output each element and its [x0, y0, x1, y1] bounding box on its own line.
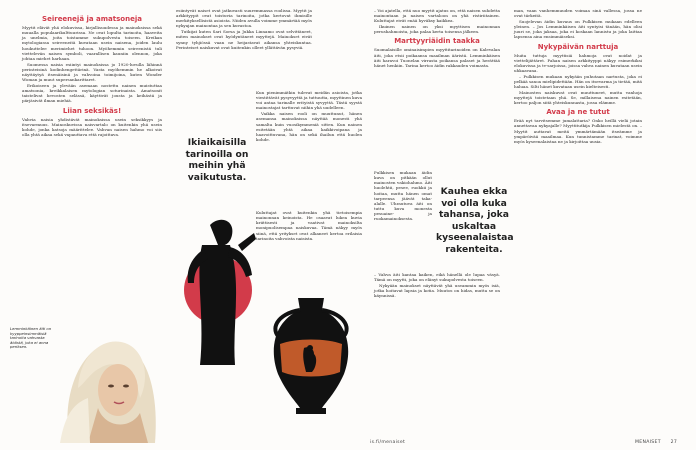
footer-right: [635, 440, 677, 445]
paragraph: Erää nyt tarvitsemme jumalattaria? Onko heillä vielä jotain annettavaa nykyajalle? Myyttitutkija Pulkkisen mielestä on. – Myytit auttavat meitä ymmärtämään itseämme ja ympäröivää maailmaa. Kun tunnistamme tarinat, voimme myös kyseenalaistaa ne ja kirjoittaa uusia.: [514, 118, 642, 144]
page-number: 27: [670, 440, 678, 445]
paragraph: Myytit elävät yhä elokuvissa, kirjallisuudessa ja mainoksissa sekä muualla populaarikulttuurissa. Ne ovat lopulta tarinoita, haaveita ja unelmia, joita toistamme sukupolvesta toiseen. Kreikan mytologiassa seireeneitä kuvataan usein naisena, joiden laulu houkuttelee merimiehet tuhoon. Myöhemmin seireenistä tuli viettelevän naisen symboli, vaarallisen kauniin olennon, joka johtaa miehet harhaan.: [22, 25, 162, 61]
paragraph: Suomessa naisia esiintyi mainoksissa jo 1920-luvulla lähinnä perinteisinä kodinhengettärinä. Vasta myöhemmin he alkoivat näyttäytyä itsenäisinä ja vahvoina toimijoina, kuten Wonder Woman ja muut supersankarittaret.: [22, 61, 162, 83]
paragraph: Suomalaisille ominaisimpien myyttitarinoiden on Kalevalan äiti, joka etsii poikaansa maailman ääristä. Lemminkäisen äiti haravoi Tuonelan virrasta poikansa palaset ja herättää hänet henkiin. Tarina kertoo äidin rakkauden voimasta.: [374, 47, 500, 68]
paragraph: Kuluttajat ovat kuitenkin yhä tietoisempia mainonnan keinoista. He osaavat lukea kuvia kriittisesti ja vaativat mainoksilta monipuolisempaa naiskuvaa. Tämä näkyy myös siinä, että yritykset ovat alkaneet kertoa erilaisia tarinoita vahvoista naisista.: [256, 210, 362, 241]
image-caption: Lemminkäinen äiti on kyyppeinsimmäisiä tarinoita vahvasta äidistä, joka ei anna periksen.: [10, 326, 52, 350]
paragraph: Suojelevan äidin kuvaus on Pulkkisen mukaan edelleen yleinen. – Jos Lemminkäisen äiti syntyisi tänään, hän olisi juuri se, joka jaksaa, joka ei koskaan lannistu ja joka laittaa lapsensa aina ensimmäiseksi.: [514, 18, 642, 40]
column-3-continued: [374, 170, 432, 222]
pull-quote: Ikiaikaisilla tarinoilla on meihin yhä vaikutusta.: [185, 137, 249, 183]
paragraph: Nykyään mainokset näyttävät yhä useammin myös isiä, jotka hoitavat lapsia ja kotia. Muutos on hidas, mutta se on käynnissä.: [374, 282, 500, 299]
heading-marttyyriaidin-taakka: Marttyyriäidin taakka: [394, 37, 480, 46]
paragraph: man, vaan vanhemmuuden voimaa sinä vallessa, jossa ne ovat tärkeitä.: [514, 8, 642, 19]
paragraph: Kun pienimmätkin tulevat meidän asioista, jotka viestittävät pysyvyyttä ja tuttuutta, myyttinen kuva voi antaa tarinalle erityistä syvyyttä. Tästä syystä mainostajat tarttuvat niihin yhä uudelleen.: [256, 90, 363, 111]
goddess-illustration: [180, 205, 260, 405]
column-3-bottom: [374, 272, 500, 299]
paragraph: Mainosten naiskuvat ovat muuttuneet, mutta vanhoja myyttejä toistetaan yhä. Se, millaisena nainen esitetään, kertoo paljon siitä yhteiskunnasta, jossa elämme.: [514, 89, 642, 106]
paragraph: Muita tuttuja myyttisiä hahmoja ovat noidat ja viettelijättäret. Pahan naisen arkkityyppi näkyy esimerkiksi elokuvissa ja tv-sarjoissa, joissa vahva nainen kuvataan usein uhkaavana.: [514, 52, 642, 73]
paragraph: – Vahva äiti kantaa kaiken, eikä hänellä ole lupaa väsyä. Tämä on myytti, joka on elänyt sukupolvesta toiseen.: [374, 272, 500, 283]
pull-quote: Kauhea ekka voi olla kuka tahansa, joka uskaltaa kyseenalaistaa rakenteita.: [436, 186, 514, 255]
heading-seireenit: Seireenejä ja amatsoneja: [42, 15, 142, 23]
heading-nykypaivan-narttuja: Nykypäivän narttuja: [537, 42, 619, 51]
footer-magazine-name: MENAISET: [635, 440, 661, 445]
amphora-illustration: [256, 292, 366, 422]
column-3: [374, 8, 500, 69]
paragraph: – Voi ajatella, että nuo myytit ajatus on, että naisen suhdetta mainontaan ja naisen vartaloon on yhä ristiriitainen. Kuluttajat eivät enää hyväksy kaikkea.: [374, 8, 500, 24]
paragraph: Vahvia naisia yhdistävät mainoksissa usein seksikkyys ja itsevarmuus. Mainoskuvissa naisvartalo on kuitenkin yhä usein kohde, jonka katsoja määrittelee. Vahvan naisen hahmo voi siis olla yhtä aikaa sekä vapauttava että rajoittava.: [22, 116, 162, 137]
column-2: [176, 8, 312, 50]
heading-liian-seksikas: Liian seksikäs!: [62, 106, 122, 115]
column-2-bottom: [256, 210, 362, 242]
column-4: [514, 8, 642, 145]
heading-avaa-ja-ne-tutut: Avaa ja ne tutut: [546, 108, 610, 117]
column-1: [22, 12, 162, 138]
paragraph: – Pulkkisen mukaan nykyään puhutaan nartusta, joka ei pelkää sanoa mielipidettään. Hän on itsevarma ja tietää, mitä haluaa. Silti hänet kuvataan usein kielteisesti.: [514, 73, 642, 90]
paragraph: Ikuinen nainen on yksi myyttisen mainonnan perushahmoista, joka palaa kerta toisensa jälkeen.: [374, 24, 500, 35]
paragraph: Tutkijat kuten Sari Sorsa ja Jukka Linnamo ovat selvittäneet, miten mainokset ovat hyödyntäneet myyttejä. Mainokset eivät synny tyhjiössä vaan ne heijastavat aikansa yhteiskuntaa. Perinteiset naiskuvat ovat kuitenkin olleet yllättävän pysyviä.: [176, 29, 312, 50]
paragraph: esiintyvät naiset ovat jatkuvasti suuremmassa roolissa. Myytit ja arkkityypit ovat toistuvia tarinoita, jotka kertovat ihmisille merkityksellisistä asioista. Niiden avulla voimme ymmärtää myös nykyajan mainontaa ja sen kuvastoa.: [176, 8, 312, 29]
paragraph: Vaikka naisen rooli on muuttunut, hänen asemansa mainoksissa näyttää monesti yhä samalta kuin vuosikymmeniä sitten. Kun nainen esitetään yhtä aikaa kaikkivoipana ja haavoittuvana, hän on sekä ihailun että huolen kohde.: [256, 111, 362, 142]
column-2-continued: [256, 90, 362, 143]
footer-left: is.fi/menaiset: [370, 440, 406, 445]
woman-portrait-illustration: [40, 318, 175, 443]
paragraph: Pulkkisen mukaan äidin kuva on pitkään ollut mainosten vakiohahmo. Äiti huolehtii, pesee, ruokkii ja hoitaa, mutta hänen omat tarpeensa jäävät taka-alalle. Uhrautuva äiti on tuttu kuva monesta pesuaine- ja ruokamainoksesta.: [374, 170, 432, 222]
paragraph: Erikoiseen ja ylevään asemaan nostettu nainen muistuttaa amatsonia, kreikkalaisen mytologian soturinaista. Amatsonit taistelivat hevosten selässä, käyttivät jousta ja keihästä ja pärjäsivät ilman miehiä.: [22, 82, 162, 104]
